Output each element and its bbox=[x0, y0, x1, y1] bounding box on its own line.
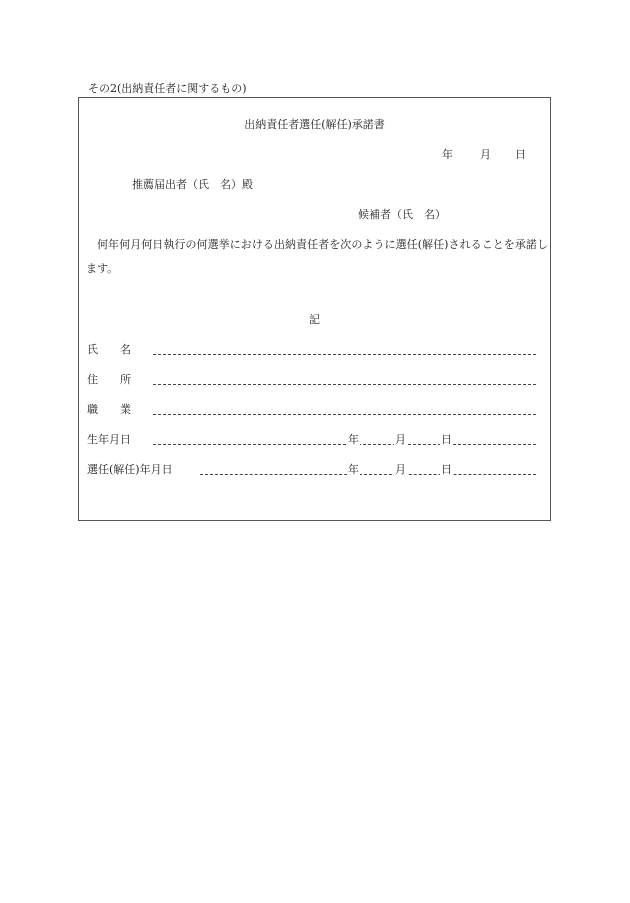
occupation-input-line[interactable] bbox=[153, 414, 536, 415]
appointment-date-field-row bbox=[87, 461, 536, 477]
birthdate-year-mark: 年 bbox=[348, 433, 359, 446]
date-day-label: 日 bbox=[515, 148, 526, 161]
birthdate-input-line[interactable] bbox=[153, 444, 536, 445]
address-input-line[interactable] bbox=[153, 384, 536, 385]
appointment-date-label: 選任(解任)年月日 bbox=[87, 463, 173, 476]
birthdate-field-row bbox=[87, 431, 536, 447]
appointment-day-mark: 日 bbox=[441, 463, 452, 476]
name-label: 氏 名 bbox=[87, 343, 131, 356]
document-date bbox=[442, 146, 526, 162]
consent-form bbox=[78, 97, 551, 521]
birthdate-month-mark: 月 bbox=[395, 433, 406, 446]
occupation-label: 職 業 bbox=[87, 403, 131, 416]
address-label: 住 所 bbox=[87, 373, 131, 386]
appointment-month-mark: 月 bbox=[395, 463, 406, 476]
candidate-name-label: 候補者（氏 名） bbox=[358, 208, 446, 221]
occupation-field-row bbox=[87, 401, 536, 417]
appointment-date-input-line[interactable] bbox=[200, 474, 536, 475]
date-month-label: 月 bbox=[480, 148, 491, 161]
name-field-row bbox=[87, 341, 536, 357]
form-caption: その2(出納責任者に関するもの) bbox=[88, 82, 247, 95]
date-year-label: 年 bbox=[442, 148, 453, 161]
address-field-row bbox=[87, 371, 536, 387]
name-input-line[interactable] bbox=[153, 354, 536, 355]
birthdate-label: 生年月日 bbox=[87, 433, 131, 446]
addressee: 推薦届出者（氏 名）殿 bbox=[132, 178, 253, 191]
document-title: 出納責任者選任(解任)承諾書 bbox=[244, 118, 385, 131]
birthdate-day-mark: 日 bbox=[441, 433, 452, 446]
appointment-year-mark: 年 bbox=[348, 463, 359, 476]
consent-statement: 何年何月何日執行の何選挙における出納責任者を次のように選任(解任)されることを承諾します。 bbox=[86, 238, 548, 275]
ki-heading: 記 bbox=[309, 313, 320, 326]
